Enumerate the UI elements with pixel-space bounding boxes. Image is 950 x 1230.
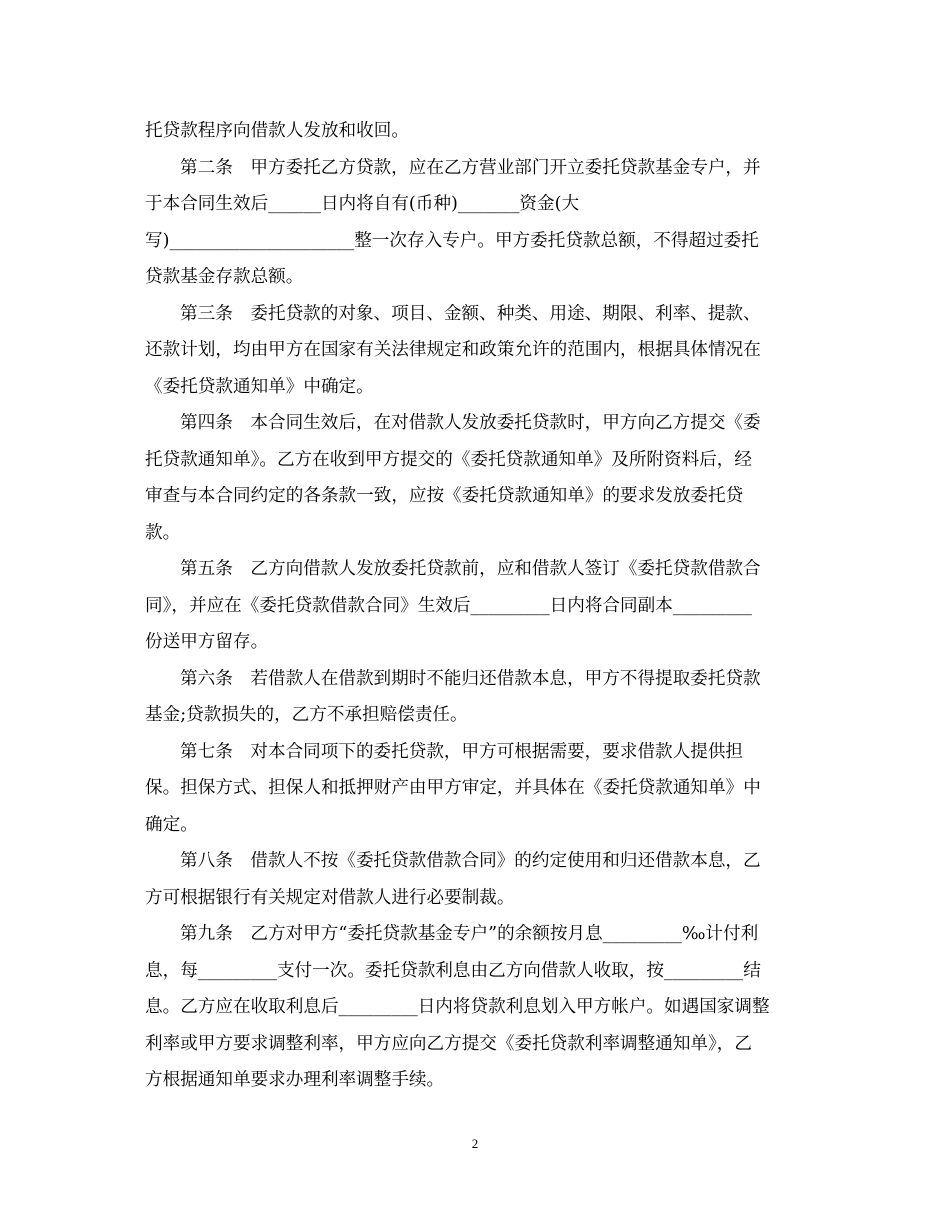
text-line: 保。担保方式、担保人和抵押财产由甲方审定，并具体在《委托贷款通知单》中 [145,778,761,798]
text-line: 审查与本合同约定的各条款一致，应按《委托贷款通知单》的要求发放委托贷 [145,486,744,506]
article-5-line: 第五条 乙方向借款人发放委托贷款前，应和借款人签订《委托贷款借款合 [180,559,761,579]
text-line: 同》，并应在《委托贷款借款合同》生效后_________日内将合同副本_________ [145,596,752,616]
text-line: 基金;贷款损失的，乙方不承担赔偿责任。 [145,705,468,725]
text-line: 《委托贷款通知单》中确定。 [145,377,374,397]
text-line: 款。 [145,523,181,543]
article-3-line: 第三条 委托贷款的对象、项目、金额、种类、用途、期限、利率、提款、 [180,304,761,324]
text-line: 息，每_________支付一次。委托贷款利息由乙方向借款人收取，按_________结 [145,961,761,981]
text-line: 利率或甲方要求调整利率，甲方应向乙方提交《委托贷款利率调整通知单》，乙 [145,1034,752,1054]
article-8-line: 第八条 借款人不按《委托贷款借款合同》的约定使用和归还借款本息，乙 [180,851,761,871]
text-line: 托贷款通知单》。乙方在收到甲方提交的《委托贷款通知单》及所附资料后，经 [145,450,752,470]
article-2-line: 第二条 甲方委托乙方贷款，应在乙方营业部门开立委托贷款基金专户，并 [180,158,761,178]
text-line: 于本合同生效后______日内将自有(币种)_______资金(大 [145,194,580,214]
page-number: 2 [471,1136,479,1151]
text-line: 确定。 [145,815,198,835]
text-line: 还款计划，均由甲方在国家有关法律规定和政策允许的范围内，根据具体情况在 [145,340,761,360]
article-4-line: 第四条 本合同生效后，在对借款人发放委托贷款时，甲方向乙方提交《委 [180,413,761,433]
text-line: 方可根据银行有关规定对借款人进行必要制裁。 [145,888,515,908]
article-9-line: 第九条 乙方对甲方“委托贷款基金专户”的余额按月息_________‰计付利 [180,924,759,944]
text-line: 贷款基金存款总额。 [145,267,304,287]
text-line: 息。乙方应在收取利息后_________日内将贷款利息划入甲方帐户。如遇国家调整 [145,997,770,1017]
article-6-line: 第六条 若借款人在借款到期时不能归还借款本息，甲方不得提取委托贷款 [180,669,761,689]
text-line: 份送甲方留存。 [145,632,269,652]
text-line: 方根据通知单要求办理利率调整手续。 [145,1070,445,1090]
text-line: 托贷款程序向借款人发放和收回。 [145,121,409,141]
text-line: 写)_____________________整一次存入专户。甲方委托贷款总额，不得超过委托 [145,231,759,251]
article-7-line: 第七条 对本合同项下的委托贷款，甲方可根据需要，要求借款人提供担 [180,742,744,762]
